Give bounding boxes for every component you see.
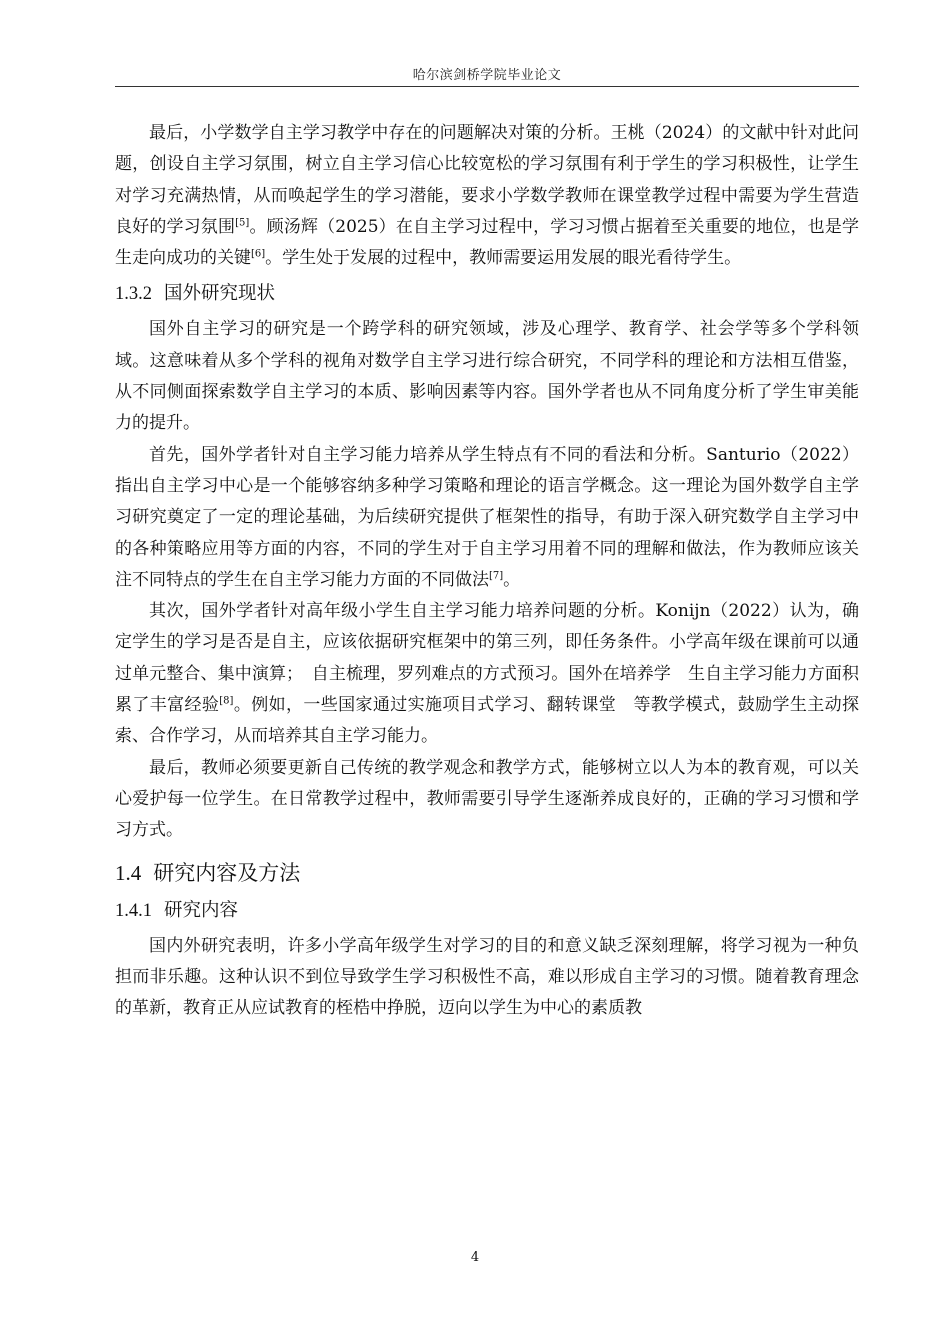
section-number: 1.4.1 bbox=[115, 900, 152, 921]
paragraph-5: 最后，教师必须要更新自己传统的教学观念和教学方式，能够树立以人为本的教育观，可以关心爱护每一位学生。在日常教学过程中，教师需要引导学生逐渐养成良好的，正确的学习习惯和学习方式。 bbox=[115, 757, 859, 841]
section-title: 国外研究现状 bbox=[164, 283, 276, 305]
section-heading-1-4-1 bbox=[115, 897, 859, 925]
section-number: 1.3.2 bbox=[115, 284, 152, 305]
paragraph-text: 。 bbox=[503, 569, 521, 590]
section-title: 研究内容及方法 bbox=[153, 860, 301, 885]
page-body bbox=[115, 118, 859, 1024]
citation-ref: [7] bbox=[489, 570, 504, 582]
paragraph-3 bbox=[115, 440, 859, 596]
header-rule bbox=[115, 86, 859, 87]
paragraph-2: 国外自主学习的研究是一个跨学科的研究领域，涉及心理学、教育学、社会学等多个学科领域。这意味着从多个学科的视角对数学自主学习进行综合研究，不同学科的理论和方法相互借鉴，从不同侧面探索数学自主学习的本质、影响因素等内容。国外学者也从不同角度分析了学生审美能力的提升。 bbox=[115, 319, 859, 434]
section-heading-1-4 bbox=[115, 857, 859, 889]
paragraph-text: 首先，国外学者针对自主学习能力培养从学生特点有不同的看法和分析。Santurio（2022）指出自主学习中心是一个能够容纳多种学习策略和理论的语言学概念。这一理论为国外数学自主学习研究奠定了一定的理论基础，为后续研究提供了框架性的指导，有助于深入研究数学自主学习中的各种策略应用等方面的内容，不同的学生对于自主学习用着不同的理解和做法，作为教师应该关注不同特点的学生在自主学习能力方面的不同做法 bbox=[115, 444, 859, 590]
paragraph-4 bbox=[115, 596, 859, 752]
paragraph-text: 。例如，一些国家通过实施项目式学习、翻转课堂 等教学模式，鼓励学生主动探索、合作学习，从而培养其自主学习能力。 bbox=[115, 695, 860, 747]
paragraph-6: 国内外研究表明，许多小学高年级学生对学习的目的和意义缺乏深刻理解，将学习视为一种负担而非乐趣。这种认识不到位导致学生学习积极性不高，难以形成自主学习的习惯。随着教育理念的革新，教育正从应试教育的桎梏中挣脱，迈向以学生为中心的素质教 bbox=[115, 935, 859, 1019]
page-header: 哈尔滨剑桥学院毕业论文 bbox=[412, 68, 562, 83]
section-title: 研究内容 bbox=[164, 899, 239, 921]
paragraph-text: 其次，国外学者针对高年级小学生自主学习能力培养问题的分析。Konijn（2022）认为，确定学生的学习是否是自主，应该依据研究框架中的第三列，即任务条件。小学高年级在课前可以通过单元整合、集中演算； 自主梳理，罗列难点的方式预习。国外在培养学 生自主学习能力方面积累了丰富经验 bbox=[115, 601, 859, 716]
citation-ref: [8] bbox=[219, 695, 234, 707]
page-number: 4 bbox=[470, 1250, 480, 1265]
section-number: 1.4 bbox=[115, 860, 142, 885]
paragraph-text: 。学生处于发展的过程中，教师需要运用发展的眼光看待学生。 bbox=[265, 248, 742, 269]
paragraph-text: 。顾汤辉（2025）在自主学习过程中，学习习惯占据着至关重要的地位，也是学生走向成功的关键 bbox=[115, 216, 860, 269]
paragraph-text: 最后，小学数学自主学习教学中存在的问题解决对策的分析。王桃（2024）的文献中针对此问题，创设自主学习氛围，树立自主学习信心比较宽松的学习氛围有利于学生的学习积极性，让学生对学习充满热情，从而唤起学生的学习潜能，要求小学数学教师在课堂教学过程中需要为学生营造良好的学习氛围 bbox=[115, 123, 859, 237]
section-heading-1-3-2 bbox=[115, 280, 859, 308]
citation-ref: [5] bbox=[235, 217, 250, 229]
paragraph-1 bbox=[115, 118, 859, 274]
citation-ref: [6] bbox=[251, 248, 266, 260]
